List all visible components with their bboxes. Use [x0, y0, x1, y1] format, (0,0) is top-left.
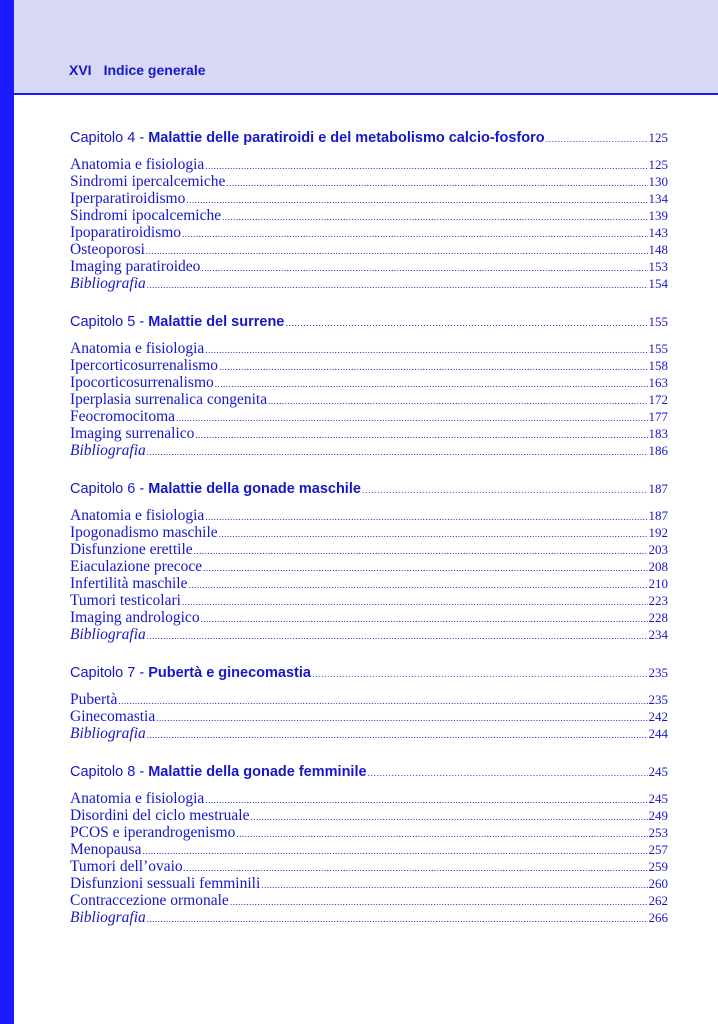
- entry-label: Iperplasia surrenalica congenita: [70, 391, 268, 408]
- chapter-number: Capitolo 6 -: [70, 481, 149, 497]
- dot-leader: [201, 260, 647, 277]
- entry-page-number: 228: [648, 610, 668, 625]
- dot-leader: [312, 662, 648, 686]
- entry-page-number: 183: [648, 426, 668, 441]
- entry-page-number: 154: [648, 276, 668, 291]
- entry-page-number: 163: [648, 375, 668, 390]
- table-of-contents: [70, 126, 668, 932]
- toc-entry[interactable]: [70, 258, 668, 275]
- toc-entry[interactable]: [70, 824, 668, 841]
- dot-leader: [182, 226, 647, 243]
- page-number: XVI: [69, 62, 92, 78]
- running-head: [69, 62, 206, 78]
- toc-entry[interactable]: [70, 841, 668, 858]
- toc-entry[interactable]: [70, 241, 668, 258]
- chapter-spacer: [70, 465, 668, 477]
- running-head-title: Indice generale: [103, 62, 206, 78]
- entry-page-number: 139: [648, 208, 668, 223]
- page-header: [14, 0, 718, 95]
- entry-label: Ipogonadismo maschile: [70, 524, 218, 541]
- toc-entry[interactable]: [70, 892, 668, 909]
- entry-label: Eiaculazione precoce: [70, 558, 203, 575]
- dot-leader: [176, 410, 647, 427]
- toc-entry[interactable]: [70, 708, 668, 725]
- dot-leader: [251, 809, 648, 826]
- chapter-spacer: [70, 298, 668, 310]
- entry-page-number: 235: [648, 692, 668, 707]
- entry-label: Contraccezione ormonale: [70, 892, 229, 909]
- toc-entry[interactable]: [70, 790, 668, 807]
- entry-label: Disordini del ciclo mestruale: [70, 807, 250, 824]
- entry-label: Disfunzioni sessuali femminili: [70, 875, 261, 892]
- chapter-page-number: 245: [648, 764, 668, 779]
- entry-label: Imaging andrologico: [70, 609, 200, 626]
- chapter-block: [70, 477, 668, 643]
- toc-entry[interactable]: [70, 858, 668, 875]
- entry-label: Ipoparatiroidismo: [70, 224, 182, 241]
- entry-page-number: 130: [648, 174, 668, 189]
- chapter-title: Malattie delle paratiroidi e del metabolismo calcio-fosforo: [148, 130, 545, 146]
- dot-leader: [205, 509, 647, 526]
- chapter-label: [70, 477, 361, 501]
- entry-label: Menopausa: [70, 841, 142, 858]
- toc-entry[interactable]: [70, 391, 668, 408]
- entry-page-number: 253: [648, 825, 668, 840]
- chapter-heading[interactable]: [70, 760, 668, 784]
- chapter-title: Malattie della gonade femminile: [148, 764, 367, 780]
- toc-entry[interactable]: [70, 156, 668, 173]
- entry-page-number: 155: [648, 341, 668, 356]
- toc-entry[interactable]: [70, 807, 668, 824]
- entry-label: Bibliografia: [70, 275, 146, 292]
- entry-page-number: 260: [648, 876, 668, 891]
- entry-page-number: 266: [648, 910, 668, 925]
- toc-entry[interactable]: [70, 408, 668, 425]
- chapter-number: Capitolo 8 -: [70, 764, 149, 780]
- entry-label: Bibliografia: [70, 909, 146, 926]
- chapter-title: Malattie del surrene: [148, 314, 285, 330]
- dot-leader: [118, 693, 647, 710]
- entry-page-number: 187: [648, 508, 668, 523]
- dot-leader: [226, 175, 647, 192]
- entry-page-number: 158: [648, 358, 668, 373]
- dot-leader: [142, 843, 647, 860]
- chapter-label: [70, 126, 545, 150]
- toc-entry[interactable]: [70, 190, 668, 207]
- bibliography-entry[interactable]: [70, 725, 668, 742]
- chapter-number: Capitolo 4 -: [70, 130, 149, 146]
- chapter-label: [70, 310, 284, 334]
- entry-page-number: 257: [648, 842, 668, 857]
- chapter-number: Capitolo 7 -: [70, 665, 149, 681]
- entry-label: Tumori dell’ovaio: [70, 858, 183, 875]
- entry-page-number: 177: [648, 409, 668, 424]
- entry-label: Ipercorticosurrenalismo: [70, 357, 219, 374]
- toc-entry[interactable]: [70, 207, 668, 224]
- bibliography-entry[interactable]: [70, 909, 668, 926]
- dot-leader: [285, 311, 647, 335]
- entry-label: Bibliografia: [70, 442, 146, 459]
- dot-leader: [215, 376, 648, 393]
- entry-label: Bibliografia: [70, 725, 146, 742]
- dot-leader: [230, 894, 648, 911]
- dot-leader: [146, 243, 648, 260]
- entry-label: Imaging surrenalico: [70, 425, 195, 442]
- entry-page-number: 125: [648, 157, 668, 172]
- toc-entry[interactable]: [70, 374, 668, 391]
- chapter-heading[interactable]: [70, 310, 668, 334]
- entry-label: Sindromi ipercalcemiche: [70, 173, 226, 190]
- dot-leader: [182, 594, 648, 611]
- toc-entry[interactable]: [70, 224, 668, 241]
- dot-leader: [236, 826, 647, 843]
- entry-label: Infertilità maschile: [70, 575, 188, 592]
- entry-page-number: 143: [648, 225, 668, 240]
- entry-page-number: 234: [648, 627, 668, 642]
- entry-label: Feocromocitoma: [70, 408, 176, 425]
- chapter-spacer: [70, 748, 668, 760]
- entry-label: Anatomia e fisiologia: [70, 790, 205, 807]
- entry-page-number: 148: [648, 242, 668, 257]
- entry-page-number: 192: [648, 525, 668, 540]
- dot-leader: [222, 209, 647, 226]
- dot-leader: [186, 192, 647, 209]
- dot-leader: [362, 478, 648, 502]
- chapter-label: [70, 661, 311, 685]
- toc-entry[interactable]: [70, 575, 668, 592]
- chapter-page-number: 235: [648, 665, 668, 680]
- toc-entry[interactable]: [70, 558, 668, 575]
- dot-leader: [147, 444, 648, 461]
- chapter-heading[interactable]: [70, 477, 668, 501]
- toc-entry[interactable]: [70, 592, 668, 609]
- entry-label: Anatomia e fisiologia: [70, 156, 205, 173]
- dot-leader: [195, 427, 647, 444]
- bibliography-entry[interactable]: [70, 275, 668, 292]
- toc-entry[interactable]: [70, 875, 668, 892]
- entry-label: Iperparatiroidismo: [70, 190, 186, 207]
- chapter-label: [70, 760, 367, 784]
- entry-label: Anatomia e fisiologia: [70, 340, 205, 357]
- dot-leader: [203, 560, 647, 577]
- chapter-block: [70, 310, 668, 459]
- entry-label: Osteoporosi: [70, 241, 145, 258]
- dot-leader: [156, 710, 647, 727]
- entry-label: Tumori testicolari: [70, 592, 181, 609]
- entry-page-number: 249: [648, 808, 668, 823]
- dot-leader: [205, 342, 647, 359]
- entry-label: Ipocorticosurrenalismo: [70, 374, 214, 391]
- entry-label: Imaging paratiroideo: [70, 258, 201, 275]
- dot-leader: [194, 543, 648, 560]
- toc-entry[interactable]: [70, 541, 668, 558]
- entry-page-number: 223: [648, 593, 668, 608]
- entry-page-number: 208: [648, 559, 668, 574]
- dot-leader: [268, 393, 647, 410]
- dot-leader: [189, 577, 648, 594]
- entry-label: Sindromi ipocalcemiche: [70, 207, 222, 224]
- chapter-block: [70, 126, 668, 292]
- entry-page-number: 242: [648, 709, 668, 724]
- dot-leader: [147, 727, 648, 744]
- chapter-page-number: 155: [648, 314, 668, 329]
- entry-page-number: 244: [648, 726, 668, 741]
- chapter-title: Pubertà e ginecomastia: [148, 665, 311, 681]
- chapter-block: [70, 760, 668, 926]
- entry-label: Pubertà: [70, 691, 118, 708]
- toc-entry[interactable]: [70, 524, 668, 541]
- toc-entry[interactable]: [70, 357, 668, 374]
- entry-page-number: 172: [648, 392, 668, 407]
- entry-label: Anatomia e fisiologia: [70, 507, 205, 524]
- chapter-heading[interactable]: [70, 126, 668, 150]
- chapter-number: Capitolo 5 -: [70, 314, 149, 330]
- dot-leader: [219, 526, 648, 543]
- dot-leader: [205, 158, 647, 175]
- dot-leader: [147, 628, 648, 645]
- entry-label: Bibliografia: [70, 626, 146, 643]
- entry-page-number: 186: [648, 443, 668, 458]
- toc-entry[interactable]: [70, 340, 668, 357]
- left-accent-bar: [0, 0, 14, 1024]
- entry-label: Ginecomastia: [70, 708, 156, 725]
- dot-leader: [368, 761, 648, 785]
- dot-leader: [261, 877, 647, 894]
- toc-entry[interactable]: [70, 425, 668, 442]
- toc-entry[interactable]: [70, 173, 668, 190]
- chapter-page-number: 187: [648, 481, 668, 496]
- chapter-title: Malattie della gonade maschile: [148, 481, 361, 497]
- dot-leader: [147, 911, 648, 928]
- chapter-heading[interactable]: [70, 661, 668, 685]
- entry-label: Disfunzione erettile: [70, 541, 193, 558]
- entry-label: PCOS e iperandrogenismo: [70, 824, 236, 841]
- dot-leader: [546, 127, 648, 151]
- chapter-block: [70, 661, 668, 742]
- entry-page-number: 134: [648, 191, 668, 206]
- toc-entry[interactable]: [70, 691, 668, 708]
- entry-page-number: 245: [648, 791, 668, 806]
- entry-page-number: 203: [648, 542, 668, 557]
- bibliography-entry[interactable]: [70, 626, 668, 643]
- chapter-page-number: 125: [648, 130, 668, 145]
- entry-page-number: 262: [648, 893, 668, 908]
- dot-leader: [205, 792, 647, 809]
- chapter-spacer: [70, 649, 668, 661]
- dot-leader: [147, 277, 648, 294]
- entry-page-number: 153: [648, 259, 668, 274]
- dot-leader: [219, 359, 647, 376]
- toc-entry[interactable]: [70, 507, 668, 524]
- toc-entry[interactable]: [70, 609, 668, 626]
- entry-page-number: 259: [648, 859, 668, 874]
- entry-page-number: 210: [648, 576, 668, 591]
- dot-leader: [201, 611, 648, 628]
- bibliography-entry[interactable]: [70, 442, 668, 459]
